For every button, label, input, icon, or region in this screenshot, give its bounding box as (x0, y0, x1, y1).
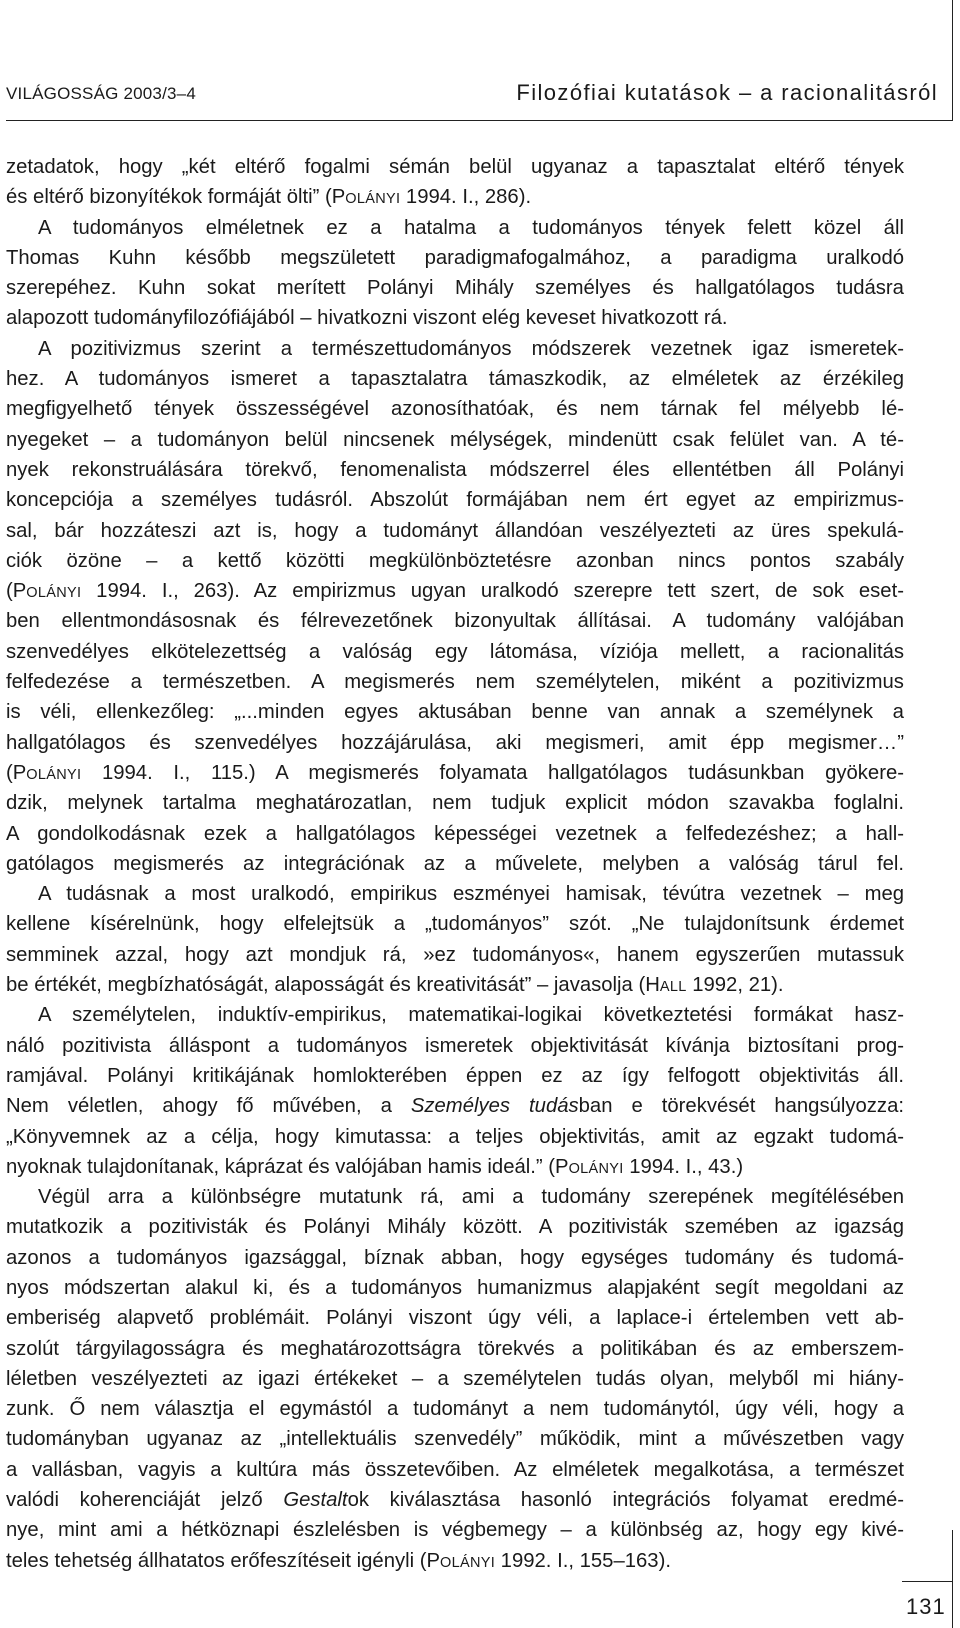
text-line: gatólagos megismerés az integrációnak az a művelete, melyben a valóság tárul fel. (6, 852, 904, 875)
section-title-header: Filozófiai kutatások – a racionalitásról (516, 80, 938, 105)
text-line: emberiség alapvető problémáit. Polányi viszont úgy véli, a laplace-i értelemben vett ab- (6, 1307, 904, 1330)
text-line: A gondolkodásnak ezek a hallgatólagos képességei vezetnek a felfedezéshez; a hall- (6, 822, 904, 845)
text-line: sal, bár hozzáteszi azt is, hogy a tudományt állandóan veszélyezteti az üres spekulá- (6, 519, 904, 542)
text-line: Végül arra a különbségre mutatunk rá, ami a tudomány szerepének megítélésében (38, 1186, 904, 1209)
book-title: Személyes tudás (410, 1095, 579, 1118)
text-line: Thomas Kuhn később megszületett paradigmafogalmához, a paradigma uralkodó (6, 246, 904, 269)
text-line: szolút tárgyilagosságra és meghatározottságra törekvés a politikában és az emberszem- (6, 1337, 904, 1360)
text-line: valódi koherenciáját jelző Gestaltok kiválasztása hasonló integrációs folyamat eredmé- (6, 1489, 904, 1512)
text-line: teles tehetség állhatatos erőfeszítéseit igényli (POLÁNYI 1992. I., 155–163). (6, 1549, 671, 1572)
text-line: nyegeket – a tudományon belül nincsenek mélységek, mindenütt csak felület van. A té- (6, 428, 904, 451)
citation-author: OLÁNYI (345, 191, 401, 208)
text-line: „Könyvemnek az a célja, hogy kimutassa: a teljes objektivitás, amit az egzakt tudomá- (6, 1125, 904, 1148)
citation-author: OLÁNYI (26, 766, 82, 783)
text-line: szenvedélyes elkötelezettség a valóság egy látomása, víziója mellett, a racionalitás (6, 640, 904, 663)
text-line: a vallásban, vagyis a kultúra más összetevőiben. Az elméletek megalkotása, a természet (6, 1458, 904, 1481)
text-line: (POLÁNYI 1994. I., 115.) A megismerés folyamata hallgatólagos tudásunkban gyökere- (6, 761, 904, 784)
text-line: mutatkozik a pozitivisták és Polányi Mihály között. A pozitivisták szemében az igazság (6, 1216, 904, 1239)
text-line: léletben veszélyezteti az igazi értékeket – a személytelen tudás olyan, melyből mi hiány- (6, 1367, 904, 1390)
text-line: náló pozitivista álláspont a tudományos ismeretek objektivitását kívánja biztosítani prog- (6, 1034, 904, 1057)
text-line: ramjával. Polányi kritikájának homlokterében éppen ez az így felfogott objektivitás áll. (6, 1064, 904, 1087)
text-line: zetadatok, hogy „két eltérő fogalmi sémán belül ugyanaz a tapasztalat eltérő tények (6, 156, 904, 178)
text-line: A pozitivizmus szerint a természettudományos módszerek vezetnek igaz ismeretek- (38, 337, 904, 360)
header-horizontal-rule (6, 120, 953, 121)
text-line: azonos a tudományos igazsággal, bíznak abban, hogy egységes tudomány és tudomá- (6, 1246, 904, 1269)
footer-horizontal-rule (902, 1581, 953, 1582)
text-line: kellene kísérelnünk, hogy elfelejtsük a „tudományos” szót. „Ne tulajdonítsunk érdemet (6, 913, 904, 936)
text-line: A tudásnak a most uralkodó, empirikus eszményei hamisak, tévútra vezetnek – meg (38, 883, 904, 906)
text-line: ciók özöne – a kettő közötti megkülönböztetésre azonban nincs pontos szabály (6, 549, 904, 572)
text-line: felfedezése a természetben. A megismerés nem személytelen, miként a pozitivizmus (6, 671, 904, 694)
journal-header: VILÁGOSSÁG 2003/3–4 (6, 84, 196, 103)
text-line: hallgatólagos és szenvedélyes hozzájárulása, aki megismeri, amit épp megismer…” (6, 731, 904, 754)
footer-vertical-rule (952, 1530, 953, 1628)
text-line: hez. A tudományos ismeret a tapasztalatra támaszkodik, az elméletek az érzékileg (6, 368, 904, 391)
text-line: alapozott tudományfilozófiájából – hivatkozni viszont elég keveset hivatkozott rá. (6, 307, 728, 330)
text-line: (POLÁNYI 1994. I., 263). Az empirizmus ugyan uralkodó szerepre tett szert, de sok eset- (6, 580, 904, 603)
citation-author: ALL (659, 979, 687, 996)
text-line: be értékét, megbízhatóságát, alaposságát és kreativitását” – javasolja (HALL 1992, 21). (6, 974, 784, 997)
text-line: szerepéhez. Kuhn sokat merített Polányi Mihály személyes és hallgatólagos tudásra (6, 277, 904, 300)
citation-author: OLÁNYI (440, 1554, 496, 1571)
text-line: dzik, melynek tartalma meghatározatlan, nem tudjuk explicit módon szavakba foglalni. (6, 792, 904, 815)
article-body (6, 152, 904, 1576)
citation-author: OLÁNYI (26, 585, 82, 602)
text-line: koncepciója a személyes tudásról. Abszolút formájában nem ért egyet az empirizmus- (6, 489, 904, 512)
text-line: A személytelen, induktív-empirikus, matematikai-logikai következtetési formákat hasz- (38, 1004, 904, 1027)
text-line: A tudományos elméletnek ez a hatalma a tudományos tények felett közel áll (38, 216, 904, 239)
text-line: nye, mint ami a hétköznapi észlelésben is végbemegy – a különbség az, hogy egy kivé- (6, 1519, 904, 1542)
text-line: és eltérő bizonyítékok formáját ölti” (POLÁNYI 1994. I., 286). (6, 186, 532, 209)
text-line: nyoknak tulajdonítanak, káprázat és valójában hamis ideál.” (POLÁNYI 1994. I., 43.) (6, 1155, 744, 1178)
citation-author: OLÁNYI (568, 1160, 624, 1177)
text-line: nyek rekonstruálására törekvő, fenomenalista módszerrel éles ellentétben áll Polányi (6, 458, 904, 481)
text-line: zunk. Ő nem választja el egymástól a tudományt a nem tudománytól, úgy véli, hogy a (6, 1398, 904, 1421)
text-line: ben ellentmondásosnak és félrevezetőnek bizonyultak állításai. A tudomány valójában (6, 610, 904, 633)
text-line: semminek azzal, hogy azt mondjuk rá, »ez tudományos«, hanem egyszerűen mutassuk (6, 943, 904, 966)
text-line: megfigyelhető tények összességével azonosíthatóak, és nem tárnak fel mélyebb lé- (6, 398, 904, 421)
text-line: is véli, ellenkezőleg: „...minden egyes aktusában benne van annak a személynek a (6, 701, 904, 724)
text-line: nyos módszertan alakul ki, és a tudományos humanizmus alapjaként segít megoldani az (6, 1276, 904, 1299)
text-line: Nem véletlen, ahogy fő művében, a Személyes tudásban e törekvését hangsúlyozza: (6, 1095, 904, 1118)
text-line: tudományban ugyanaz az „intellektuális szenvedély” működik, mint a művészetben vagy (6, 1428, 904, 1451)
italic-term: Gestalt (283, 1489, 348, 1512)
page-number: 131 (906, 1594, 946, 1619)
header-vertical-rule (952, 0, 953, 120)
